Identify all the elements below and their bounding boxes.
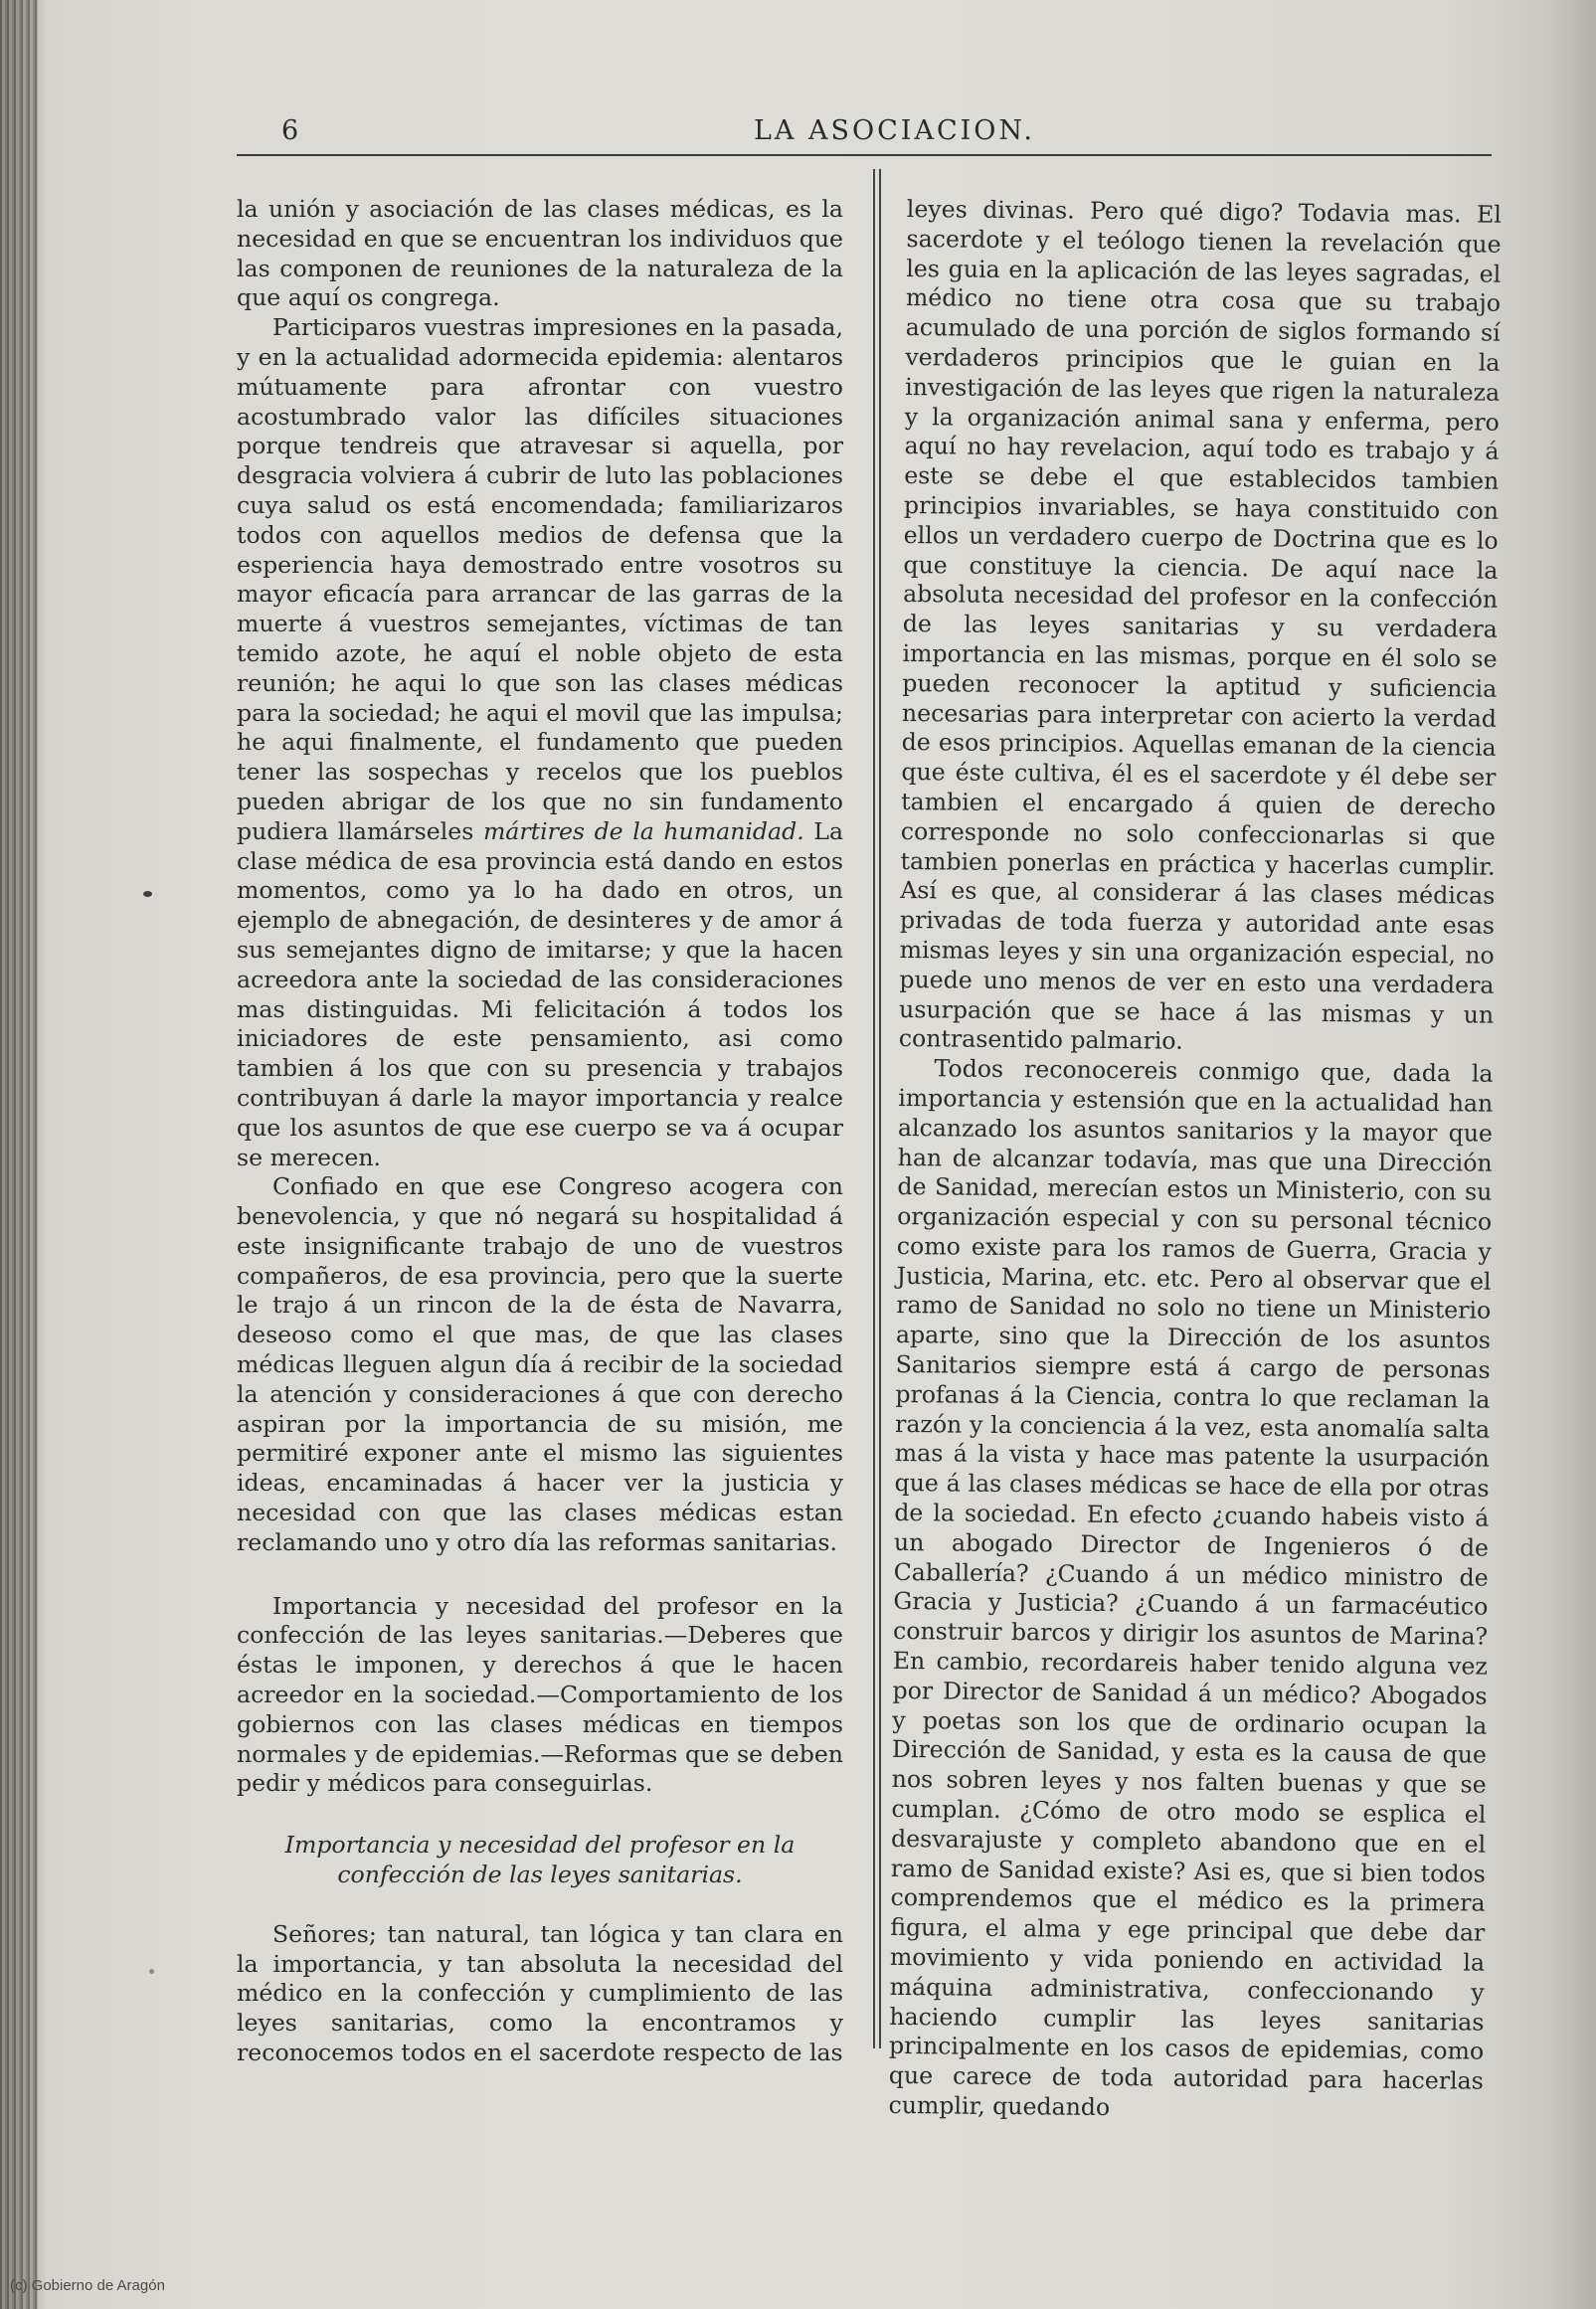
paragraph: la unión y asociación de las clases médicas, es la necesidad en que se encuentran los individuos que las componen de reuniones de la naturaleza de la que aquí os congrega. [237, 195, 843, 312]
section-summary: Importancia y necesidad del profesor en la confección de las leyes sanitarias.—Deberes que éstas le imponen, y derechos á que le hacen acreedor en la sociedad.—Comportamiento de los gobiernos con las clases médicas en tiempos normales y de epidemias.—Reformas que se deben pedir y médicos para conseguirlas. [237, 1591, 843, 1798]
section-heading: Importancia y necesidad del profesor en la confección de las leyes sanitarias. [284, 1831, 796, 1889]
left-column [237, 195, 843, 2068]
right-column [888, 195, 1502, 2126]
header-rule [237, 154, 1492, 156]
ink-speck [149, 1969, 154, 1974]
column-divider [873, 169, 875, 2048]
paragraph-text: La clase médica de esa provincia está dando en estos momentos, como ya lo ha dado en otros, un ejemplo de abnegación, de desinteres y de amor á sus semejantes digno de imitarse; y que la hacen acreedora ante la sociedad de las consideraciones mas distinguidas. Mi felicitación á todos los iniciadores de este pensamiento, asi como tambien á los que con su presencia y trabajos contribuyan á darle la mayor importancia y realce que los asuntos de que ese cuerpo se va á ocupar se merecen. [237, 816, 844, 1171]
column-divider-double [879, 169, 881, 2048]
paragraph: Confiado en que ese Congreso acogera con benevolencia, y que nó negará su hospitalidad á este insignificante trabajo de uno de vuestros compañeros, de esa provincia, pero que la suerte le trajo á un rincon de la de ésta de Navarra, deseoso como el que mas, de que las clases médicas lleguen algun día á recibir de la sociedad la atención y consideraciones á que con derecho aspiran por la importancia de su misión, me permitiré exponer ante el mismo las siguientes ideas, encaminadas á hacer ver la justicia y necesidad con que las clases médicas estan reclamando uno y otro día las reformas sanitarias. [237, 1172, 843, 1556]
paragraph: Señores; tan natural, tan lógica y tan clara en la importancia, y tan absoluta la necesidad del médico en la confección y cumplimiento de las leyes sanitarias, como la encontramos y reconocemos todos en el sacerdote respecto de las [237, 1919, 843, 2067]
italic-phrase: mártires de la humanidad. [482, 816, 804, 845]
page-number: 6 [281, 115, 300, 146]
paragraph: leyes divinas. Pero qué digo? Todavia mas. El sacerdote y el teólogo tienen la revelación que les guia en la aplicación de las leyes sagradas, el médico no tiene otra cosa que su trabajo acumulado de una porción de siglos formando sí verdaderos principios que le guian en la investigación de las leyes que rigen la naturaleza y la organización animal sana y enferma, pero aquí no hay revelacion, aquí todo es trabajo y á este se debe el que establecidos tambien principios invariables, se haya constituido con ellos un verdadero cuerpo de Doctrina que es lo que constituye la ciencia. De aquí nace la absoluta necesidad del profesor en la confección de las leyes sanitarias y su verdadera importancia en las mismas, porque en él solo se pueden reconocer la aptitud y suficiencia necesarias para interpretar con acierto la verdad de esos principios. Aquellas emanan de la ciencia que éste cultiva, él es el sacerdote y él debe ser tambien el encargado á quien de derecho corresponde no solo confeccionarlas si que tambien ponerlas en práctica y hacerlas cumplir. Así es que, al considerar á las clases médicas privadas de toda fuerza y autoridad ante esas mismas leyes y sin una organización especial, no puede uno menos de ver en esto una verdadera usurpación que se hace á las mismas y un contrasentido palmario. [898, 195, 1502, 1056]
running-title: LA ASOCIACION. [754, 115, 1035, 146]
paragraph: Todos reconocereis conmigo que, dada la importancia y estensión que en la actualidad han alcanzado los asuntos sanitarios y la mayor que han de alcanzar todavía, mas que una Dirección de Sanidad, merecían estos un Ministerio, con su organización especial y con su personal técnico como existe para los ramos de Guerra, Gracia y Justicia, Marina, etc. etc. Pero al observar que el ramo de Sanidad no solo no tiene un Ministerio aparte, sino que la Dirección de los asuntos Sanitarios siempre está á cargo de personas profanas á la Ciencia, contra lo que reclaman la razón y la conciencia á la vez, esta anomalía salta mas á la vista y hace mas patente la usurpación que á las clases médicas se hace de ella por otras de la sociedad. En efecto ¿cuando habeis visto á un abogado Director de Ingenieros ó de Caballería? ¿Cuando á un médico ministro de Gracia y Justicia? ¿Cuando á un farmacéutico construir barcos y dirigir los asuntos de Marina? En cambio, recordareis haber tenido alguna vez por Director de Sanidad á un médico? Abogados y poetas son los que de ordinario ocupan la Dirección de Sanidad, y esta es la causa de que nos sobren leyes y nos falten buenas y que se cumplan. ¿Cómo de otro modo se esplica el desvarajuste y completo abandono que en el ramo de Sanidad existe? Asi es, que si bien todos comprendemos que el médico es la primera figura, el alma y ege principal que debe dar movimiento y vida poniendo en actividad la máquina administrativa, confeccionando y haciendo cumplir las leyes sanitarias principalmente en los casos de epidemias, como que carece de toda autoridad para hacerlas cumplir, quedando [888, 1054, 1494, 2122]
copyright-credit: (c) Gobierno de Aragón [10, 2277, 165, 2294]
paragraph-text: Participaros vuestras impresiones en la pasada, y en la actualidad adormecida epidemia: alentaros mútuamente para afrontar con vuestro acostumbrado valor las difíciles situaciones porque tendreis que atravesar si aquella, por desgracia volviera á cubrir de luto las poblaciones cuya salud os está encomendada; familiarizaros todos con aquellos medios de defensa que la esperiencia haya demostrado entre vosotros su mayor eficacía para arrancar de las garras de la muerte á vuestros semejantes, víctimas de tan temido azote, he aquí el noble objeto de esta reunión; he aqui lo que son las clases médicas para la sociedad; he aqui el movil que las impulsa; he aqui finalmente, el fundamento que pueden tener las sospechas y recelos que los pueblos pueden abrigar de los que no sin fundamento pudiera llamárseles [237, 313, 843, 845]
ink-speck [143, 891, 152, 897]
paragraph [237, 313, 843, 1172]
